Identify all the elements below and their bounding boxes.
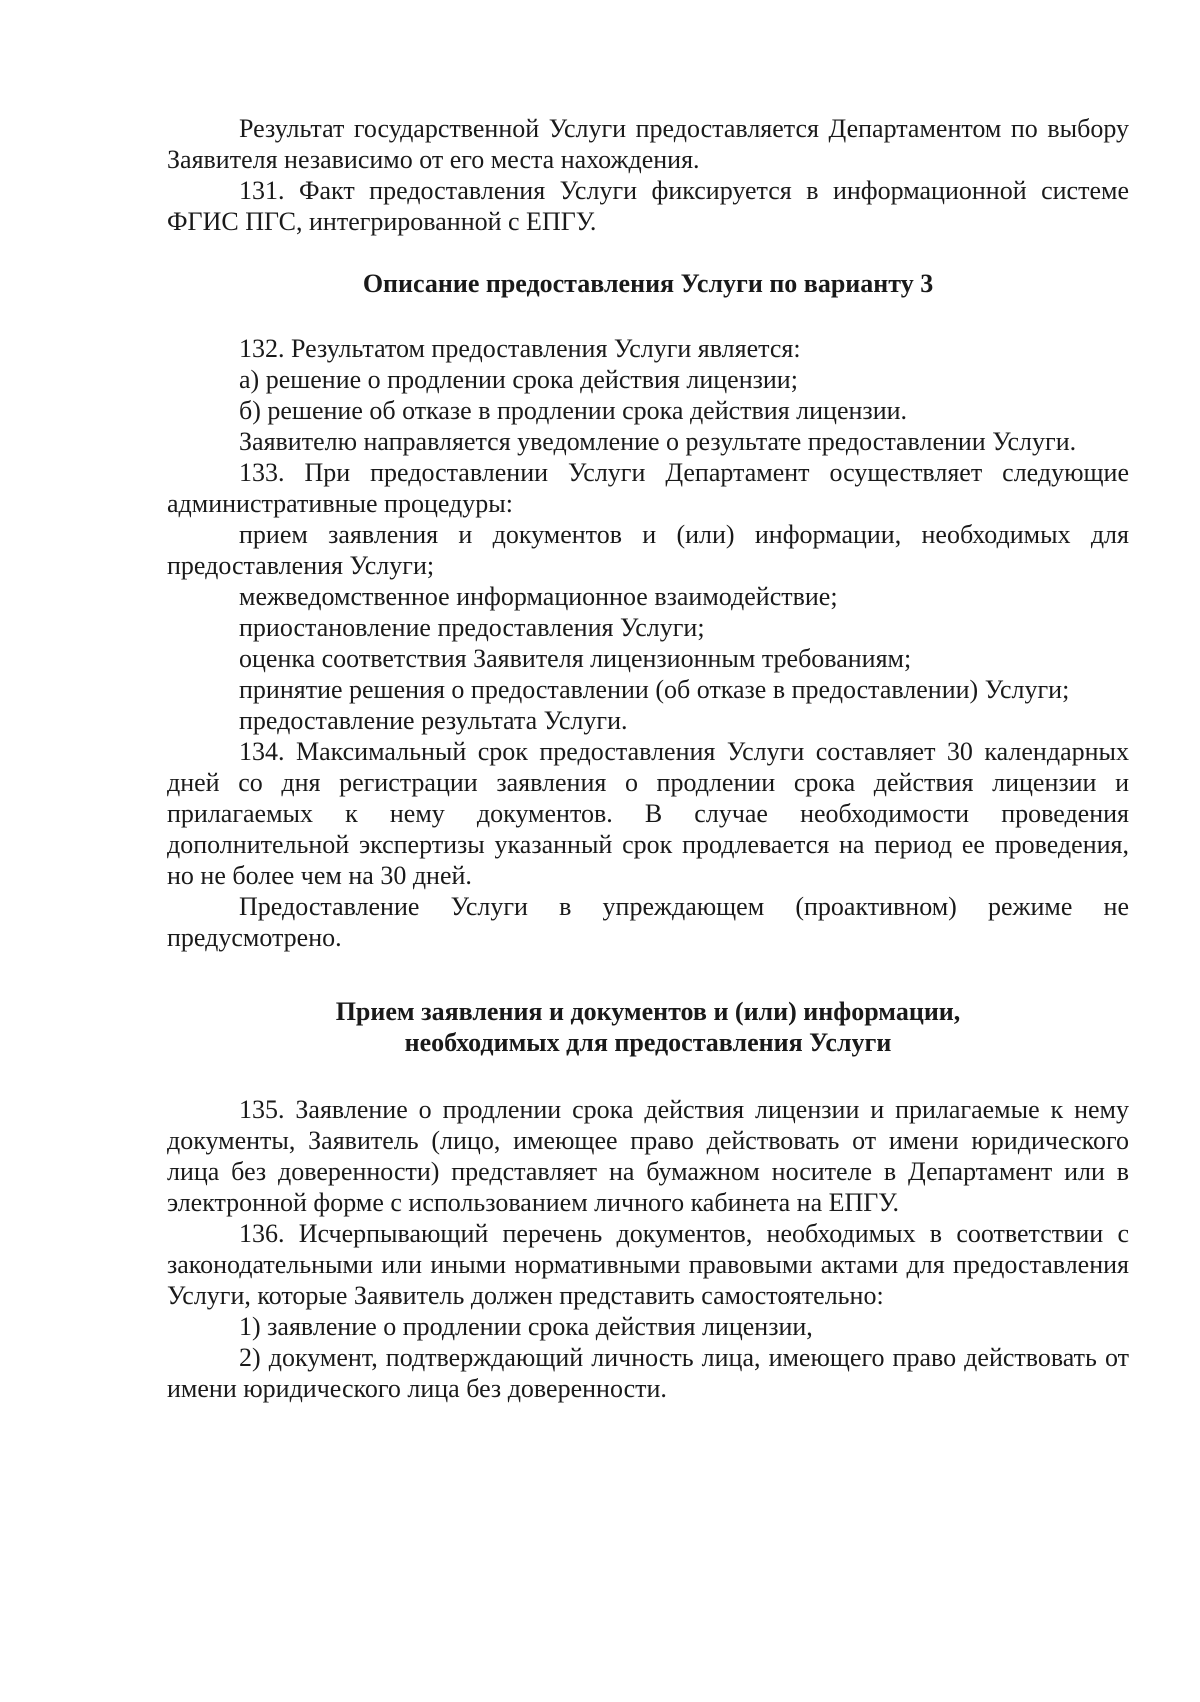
list-item-procedure-assessment: оценка соответствия Заявителя лицензионным требованиям; (239, 644, 912, 673)
list-item-procedure-suspension: приостановление предоставления Услуги; (239, 613, 705, 642)
paragraph-result-by-choice: Результат государственной Услуги предоставляется Департаментом по выбору Заявителя независимо от его места нахождения. (167, 114, 1129, 174)
paragraph-133: 133. При предоставлении Услуги Департамент осуществляет следующие административные процедуры: (167, 458, 1129, 518)
section-heading-variant-3-text: Описание предоставления Услуги по варианту 3 (362, 269, 934, 298)
list-item-procedure-reception: прием заявления и документов и (или) информации, необходимых для предоставления Услуги; (167, 520, 1129, 580)
paragraph-136: 136. Исчерпывающий перечень документов, необходимых в соответствии с законодательными или иными нормативными правовыми актами для предоставления Услуги, которые Заявитель должен представить самостоятельно: (167, 1219, 1129, 1310)
section-heading-variant-3 (167, 268, 1129, 299)
list-item-procedure-result: предоставление результата Услуги. (239, 706, 628, 735)
paragraph-134: 134. Максимальный срок предоставления Услуги составляет 30 календарных дней со дня регистрации заявления о продлении срока действия лицензии и прилагаемых к нему документов. В случае необходимости проведения дополнительной экспертизы указанный срок продлевается на период ее проведения, но не более чем на 30 дней. (167, 737, 1129, 890)
section-heading-reception-line-1: Прием заявления и документов и (или) информации, (335, 997, 961, 1026)
list-item-document-1: 1) заявление о продлении срока действия лицензии, (239, 1312, 813, 1341)
list-item-procedure-interagency: межведомственное информационное взаимодействие; (239, 582, 838, 611)
paragraph-132-a: а) решение о продлении срока действия лицензии; (239, 365, 798, 394)
paragraph-132-b: б) решение об отказе в продлении срока действия лицензии. (239, 396, 908, 425)
list-item-procedure-decision: принятие решения о предоставлении (об отказе в предоставлении) Услуги; (239, 675, 1070, 704)
paragraph-131: 131. Факт предоставления Услуги фиксируется в информационной системе ФГИС ПГС, интегрированной с ЕПГУ. (167, 176, 1129, 236)
section-heading-reception-line-2: необходимых для предоставления Услуги (404, 1028, 892, 1057)
paragraph-135: 135. Заявление о продлении срока действия лицензии и прилагаемые к нему документы, Заявитель (лицо, имеющее право действовать от имени юридического лица без доверенности) представляет на бумажном носителе в Департамент или в электронной форме с использованием личного кабинета на ЕПГУ. (167, 1095, 1129, 1217)
paragraph-notification: Заявителю направляется уведомление о результате предоставлении Услуги. (239, 427, 1077, 456)
paragraph-132: 132. Результатом предоставления Услуги является: (239, 334, 801, 363)
paragraph-proactive-mode: Предоставление Услуги в упреждающем (проактивном) режиме не предусмотрено. (167, 892, 1129, 952)
section-heading-reception (167, 996, 1129, 1058)
document-body (167, 113, 1129, 1404)
list-item-document-2: 2) документ, подтверждающий личность лица, имеющего право действовать от имени юридического лица без доверенности. (167, 1343, 1129, 1403)
